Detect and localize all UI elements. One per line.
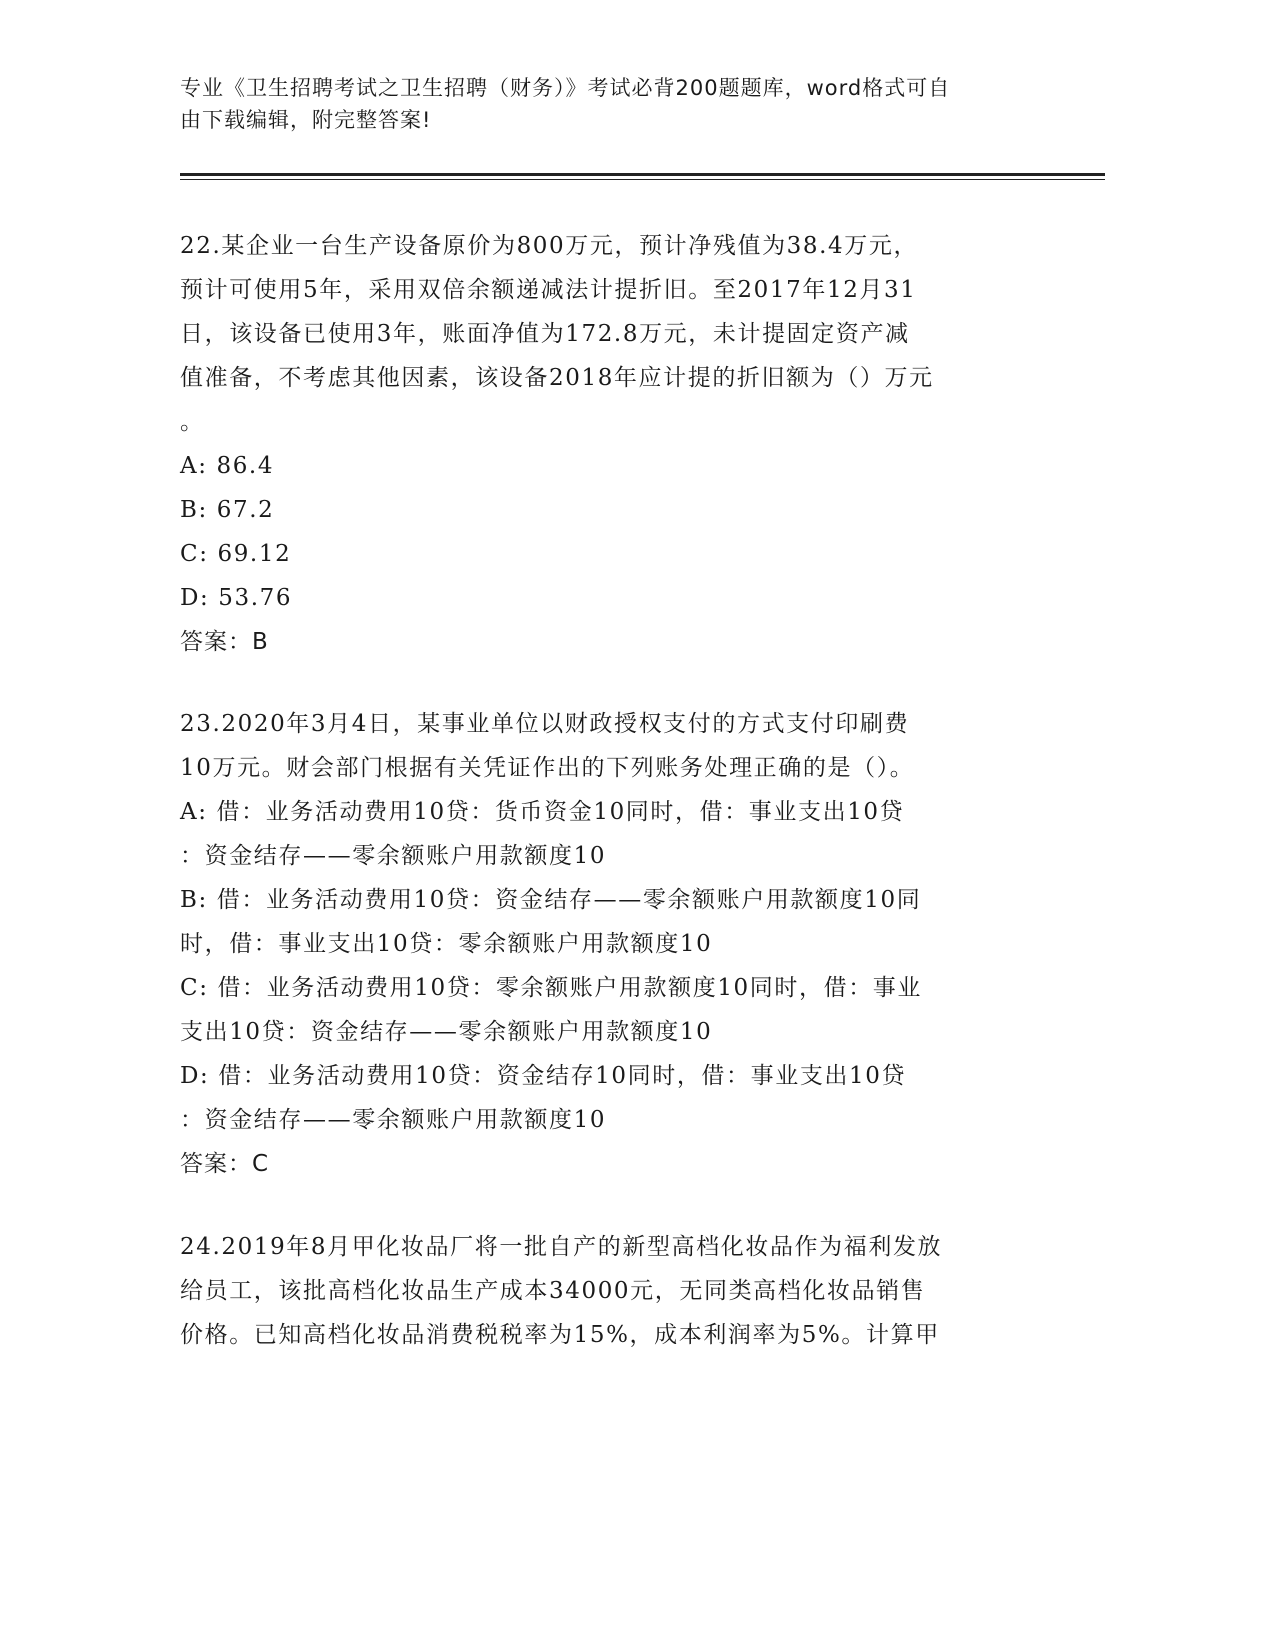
question-text-line: 。	[180, 409, 205, 435]
question-text-line: 10万元。财会部门根据有关凭证作出的下列账务处理正确的是（）。	[180, 755, 915, 781]
option-d: D: 53.76	[180, 585, 293, 611]
option-b-continued: 时，借：事业支出10贷：零余额账户用款额度10	[180, 931, 713, 957]
question-text-line: 预计可使用5年，采用双倍余额递减法计提折旧。至2017年12月31	[180, 277, 917, 303]
header-line-1: 专业《卫生招聘考试之卫生招聘（财务）》考试必背200题题库，word格式可自	[180, 76, 951, 100]
answer-line: 答案：B	[180, 629, 269, 655]
option-b: B: 67.2	[180, 497, 275, 523]
answer-line: 答案：C	[180, 1151, 270, 1177]
option-d: D: 借：业务活动费用10贷：资金结存10同时，借：事业支出10贷	[180, 1063, 907, 1089]
question-text-line: 24.2019年8月甲化妆品厂将一批自产的新型高档化妆品作为福利发放	[180, 1234, 943, 1260]
question-text-line: 给员工，该批高档化妆品生产成本34000元，无同类高档化妆品销售	[180, 1278, 926, 1304]
question-text-line: 日，该设备已使用3年，账面净值为172.8万元，未计提固定资产减	[180, 321, 910, 347]
option-c-continued: 支出10贷：资金结存——零余额账户用款额度10	[180, 1019, 713, 1045]
option-b: B: 借：业务活动费用10贷：资金结存——零余额账户用款额度10同	[180, 887, 922, 913]
question-text-line: 值准备，不考虑其他因素，该设备2018年应计提的折旧额为（）万元	[180, 365, 934, 391]
header-rule-thin	[180, 179, 1105, 180]
question-23	[180, 702, 1040, 1186]
question-24	[180, 1225, 1040, 1357]
question-text-line: 22.某企业一台生产设备原价为800万元，预计净残值为38.4万元，	[180, 233, 919, 259]
option-c: C: 借：业务活动费用10贷：零余额账户用款额度10同时，借：事业	[180, 975, 922, 1001]
option-a-continued: ：资金结存——零余额账户用款额度10	[180, 843, 607, 869]
question-text-line: 价格。已知高档化妆品消费税税率为15%，成本利润率为5%。计算甲	[180, 1322, 940, 1348]
question-text-line: 23.2020年3月4日，某事业单位以财政授权支付的方式支付印刷费	[180, 711, 910, 737]
header-rule-thick	[180, 173, 1105, 176]
option-a: A: 借：业务活动费用10贷：货币资金10同时，借：事业支出10贷	[180, 799, 905, 825]
option-d-continued: ：资金结存——零余额账户用款额度10	[180, 1107, 607, 1133]
header-line-2: 由下载编辑，附完整答案!	[180, 108, 432, 132]
document-header	[180, 72, 1060, 136]
option-c: C: 69.12	[180, 541, 292, 567]
question-22	[180, 224, 1040, 664]
option-a: A: 86.4	[180, 453, 275, 479]
